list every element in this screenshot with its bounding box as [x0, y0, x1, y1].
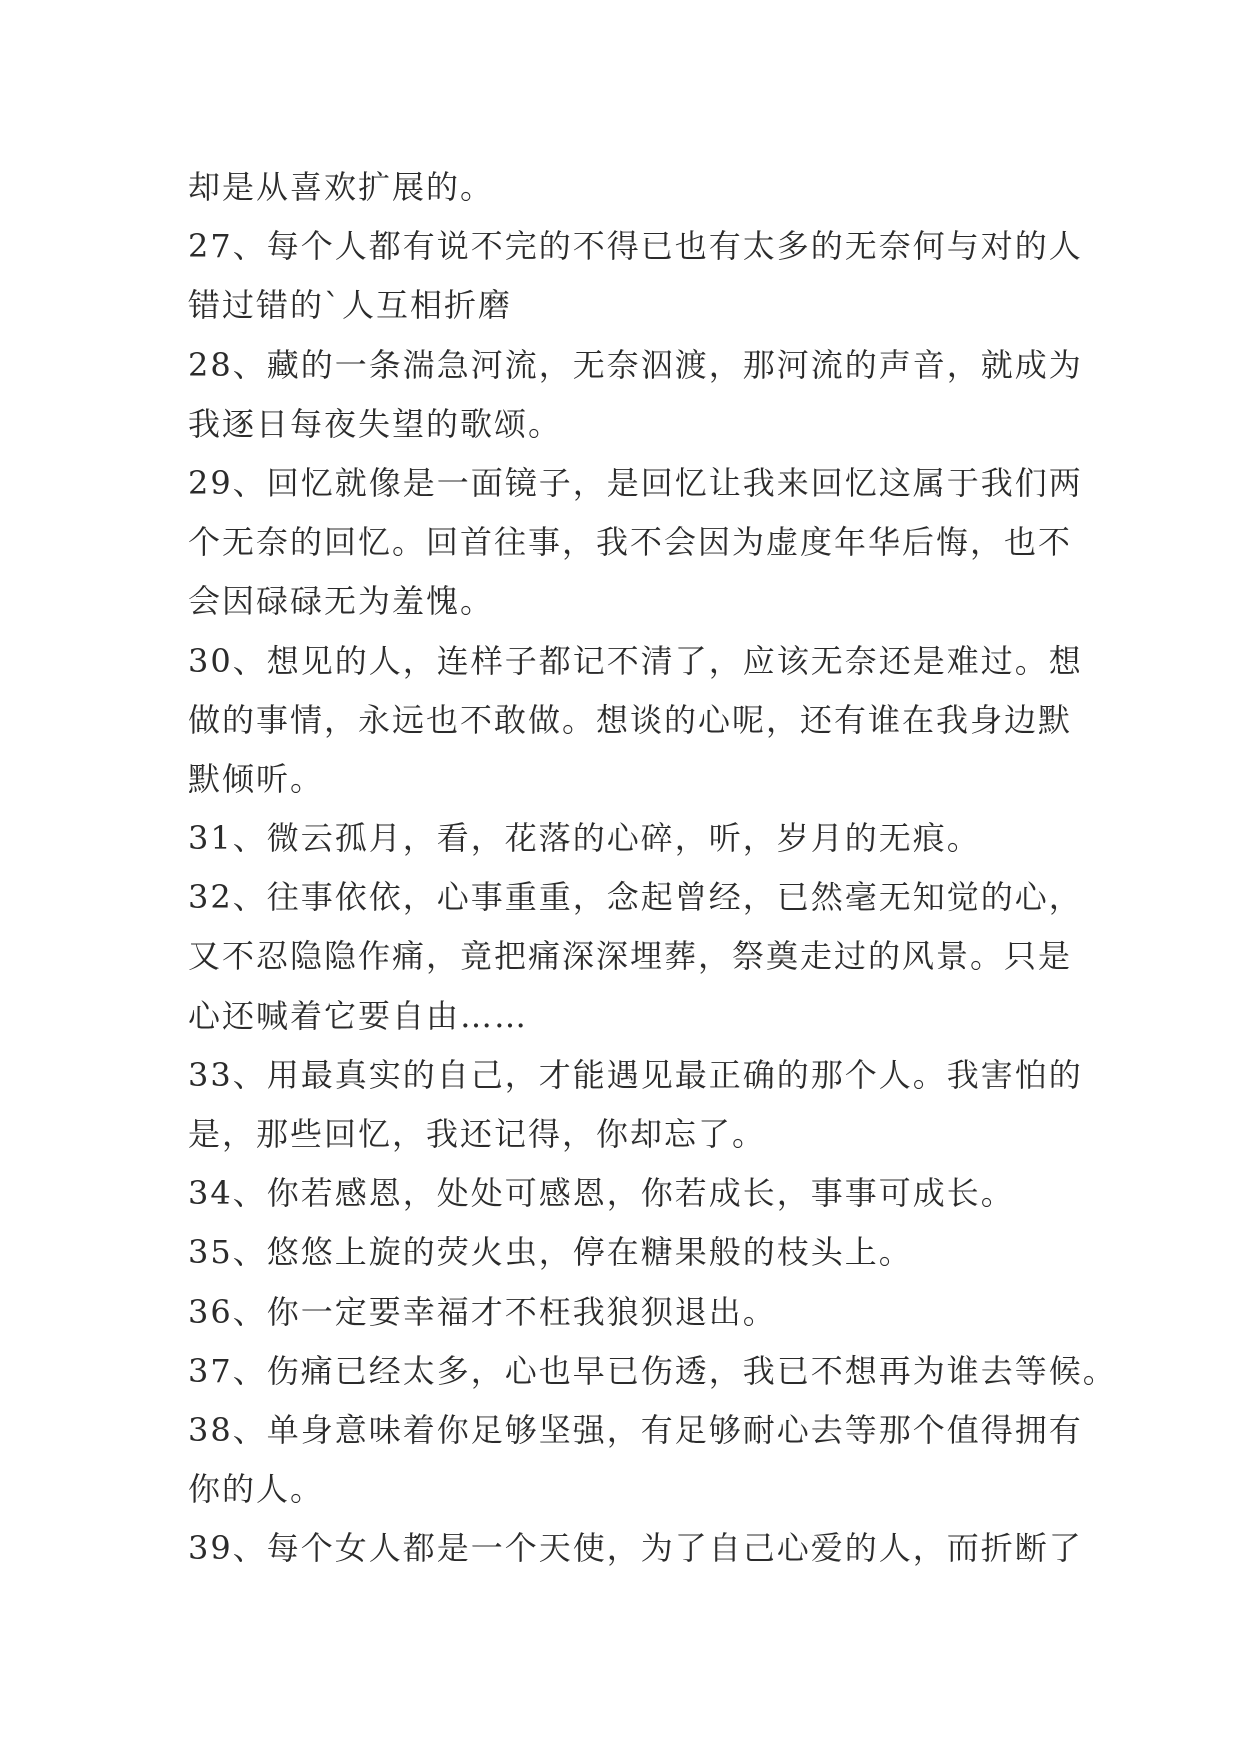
text-line: 做的事情，永远也不敢做。想谈的心呢，还有谁在我身边默 — [188, 700, 1073, 739]
text-line: 36、你一定要幸福才不枉我狼狈退出。 — [188, 1292, 777, 1331]
text-line: 心还喊着它要自由…… — [188, 996, 529, 1035]
text-line: 37、伤痛已经太多，心也早已伤透，我已不想再为谁去等候。 — [188, 1351, 1117, 1390]
text-line: 又不忍隐隐作痛，竟把痛深深埋葬，祭奠走过的风景。只是 — [188, 937, 1073, 976]
text-line: 个无奈的回忆。回首往事，我不会因为虚度年华后悔，也不 — [188, 523, 1073, 562]
text-line: 28、藏的一条湍急河流，无奈泅渡，那河流的声音，就成为 — [188, 345, 1083, 384]
text-line: 34、你若感恩，处处可感恩，你若成长，事事可成长。 — [188, 1174, 1015, 1213]
text-line: 默倾听。 — [188, 759, 325, 798]
body-text — [188, 158, 1117, 1579]
text-line: 32、往事依依，心事重重，念起曾经，已然毫无知觉的心， — [188, 878, 1083, 917]
text-line: 却是从喜欢扩展的。 — [188, 168, 495, 206]
text-line: 你的人。 — [188, 1470, 325, 1509]
text-line: 29、回忆就像是一面镜子，是回忆让我来回忆这属于我们两 — [188, 463, 1083, 502]
text-line: 我逐日每夜失望的歌颂。 — [188, 404, 563, 443]
text-line: 35、悠悠上旋的荧火虫，停在糖果般的枝头上。 — [188, 1233, 913, 1272]
text-line: 30、想见的人，连样子都记不清了，应该无奈还是难过。想 — [188, 641, 1083, 680]
text-line: 33、用最真实的自己，才能遇见最正确的那个人。我害怕的 — [188, 1055, 1083, 1094]
text-line: 是，那些回忆，我还记得，你却忘了。 — [188, 1115, 767, 1153]
text-line: 39、每个女人都是一个天使，为了自己心爱的人，而折断了 — [188, 1529, 1083, 1568]
text-line: 27、每个人都有说不完的不得已也有太多的无奈何与对的人 — [188, 227, 1083, 266]
text-line: 38、单身意味着你足够坚强，有足够耐心去等那个值得拥有 — [188, 1410, 1083, 1449]
text-line: 31、微云孤月，看，花落的心碎，听，岁月的无痕。 — [188, 819, 981, 858]
text-line: 会因碌碌无为羞愧。 — [188, 582, 495, 621]
text-line: 错过错的`人互相折磨 — [188, 286, 513, 325]
